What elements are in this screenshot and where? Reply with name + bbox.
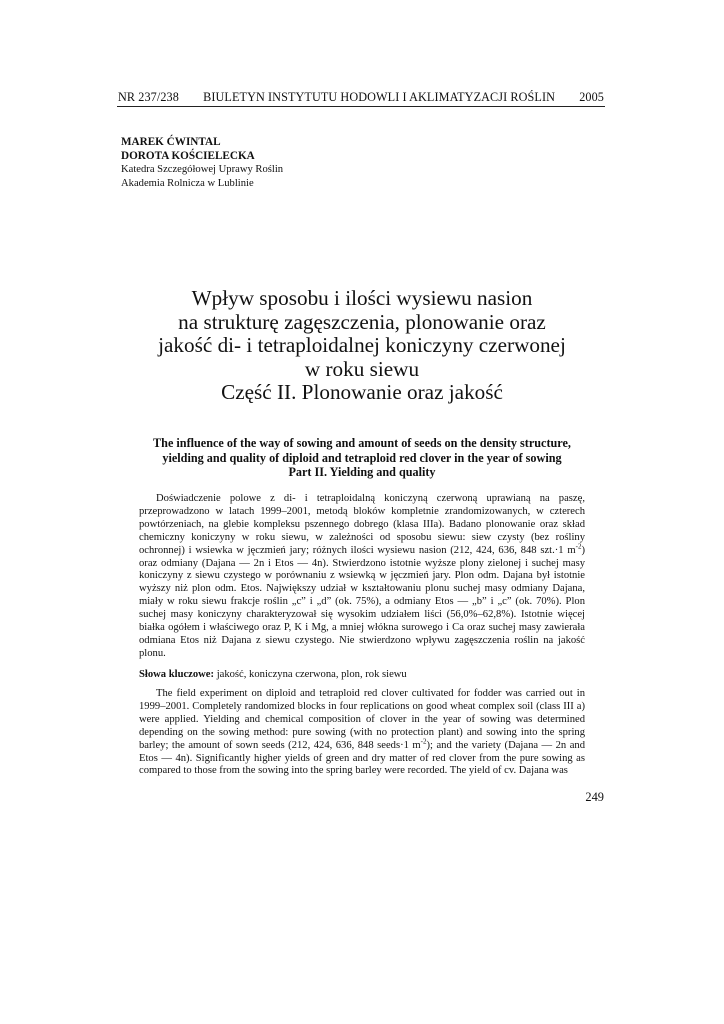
keywords [139, 669, 585, 682]
superscript: -2 [420, 737, 427, 746]
journal-name: BIULETYN INSTYTUTU HODOWLI I AKLIMATYZACJI ROŚLIN [203, 90, 556, 104]
title-line: na strukturę zagęszczenia, plonowanie oraz [178, 309, 546, 334]
title-line: yielding and quality of diploid and tetraploid red clover in the year of sowing [162, 450, 562, 465]
abstract-polish [139, 493, 585, 661]
abstract-text: The field experiment on diploid and tetraploid red clover cultivated for fodder was carried out in 1999–2001. Completely randomized blocks in four replications on good wheat complex soil (class III a) were applied. Yielding and chemical composition of clover in the year of sowing was determined depending on the sowing method: pure sowing (with no protection plant) and sowing into the spring barley; the amount of sown seeds (212, 424, 636, 848 seeds·1 m [139, 688, 585, 751]
header-rule [117, 106, 605, 107]
author-name: MAREK ĆWINTAL [121, 136, 221, 148]
publication-year: 2005 [579, 90, 604, 104]
title-line: jakość di- i tetraploidalnej koniczyny czerwonej [158, 333, 566, 358]
abstract-paragraph [139, 493, 585, 661]
author-block [121, 136, 283, 190]
running-header [118, 90, 604, 105]
page-number: 249 [585, 790, 604, 804]
title-line: Część II. Plonowanie oraz jakość [221, 380, 503, 405]
author-name: DOROTA KOŚCIELECKA [121, 149, 255, 162]
abstract-text: ); and the variety (Dajana — 2n and Etos — 4n). Significantly higher yields of green and dry matter of red clover from the pure sowing as compared to those from the sowing into the spring barley were recorded. The yield of cv. Dajana was [139, 739, 585, 777]
abstract-english [139, 688, 585, 778]
abstract-text: ) oraz odmiany (Dajana — 2n i Etos — 4n). Stwierdzono istotnie wyższe plony zielonej i suchej masy koniczyny z siewu czystego w porównaniu z wsiewką w jęczmień jary. Plon odm. Dajana był istotnie wyższy niż plon odm. Etos. Największy udział w kształtowaniu plonu suchej masy odmiany Dajana, miały w roku siewu frakcje roślin „c” i „d” (ok. 75%), a odmiany Etos — „b” i „c” (ok. 70%). Plon suchej masy koniczyny charakteryzował się wysokim udziałem liści (56,0%–62,8%). Istotnie więcej białka ogółem i właściwego oraz P, K i Mg, a mniej włókna surowego i Ca oraz suchej masy zawierała odmiana Etos niż Dajana z siewu czystego. Nie stwierdzono wpływu zagęszczenia roślin na jakość plonu. [139, 544, 585, 659]
title-line: The influence of the way of sowing and amount of seeds on the density structure, [153, 436, 571, 450]
title-line: Part II. Yielding and quality [288, 465, 436, 480]
title-line: w roku siewu [304, 356, 420, 381]
title-line: Wpływ sposobu i ilości wysiewu nasion [191, 286, 533, 310]
keywords-label: Słowa kluczowe: [139, 669, 215, 680]
abstract-text: Doświadczenie polowe z di- i tetraploidalną koniczyną czerwoną uprawianą na paszę, przeprowadzono w latach 1999–2001, metodą bloków kompletnie zrandomizowanych, w czterech powtórzeniach, na glebie kompleksu pszennego dobrego (klasa IIIa). Badano plonowanie oraz skład chemiczny koniczyny w roku siewu, w zależności od sposobu siewu: siew czysty (bez rośliny ochronnej) i wsiewka w jęczmień jary; różnych ilości wysiewu nasion (212, 424, 636, 848 szt.·1 m [139, 493, 585, 556]
abstract-paragraph [139, 688, 585, 778]
affiliation-line: Katedra Szczegółowej Uprawy Roślin [121, 164, 284, 175]
title-polish [118, 287, 606, 405]
superscript: -2 [575, 542, 582, 551]
affiliation-line: Akademia Rolnicza w Lublinie [121, 177, 254, 189]
issue-number: NR 237/238 [118, 90, 179, 104]
keywords-text: jakość, koniczyna czerwona, plon, rok siewu [214, 669, 407, 680]
title-english [118, 436, 606, 480]
